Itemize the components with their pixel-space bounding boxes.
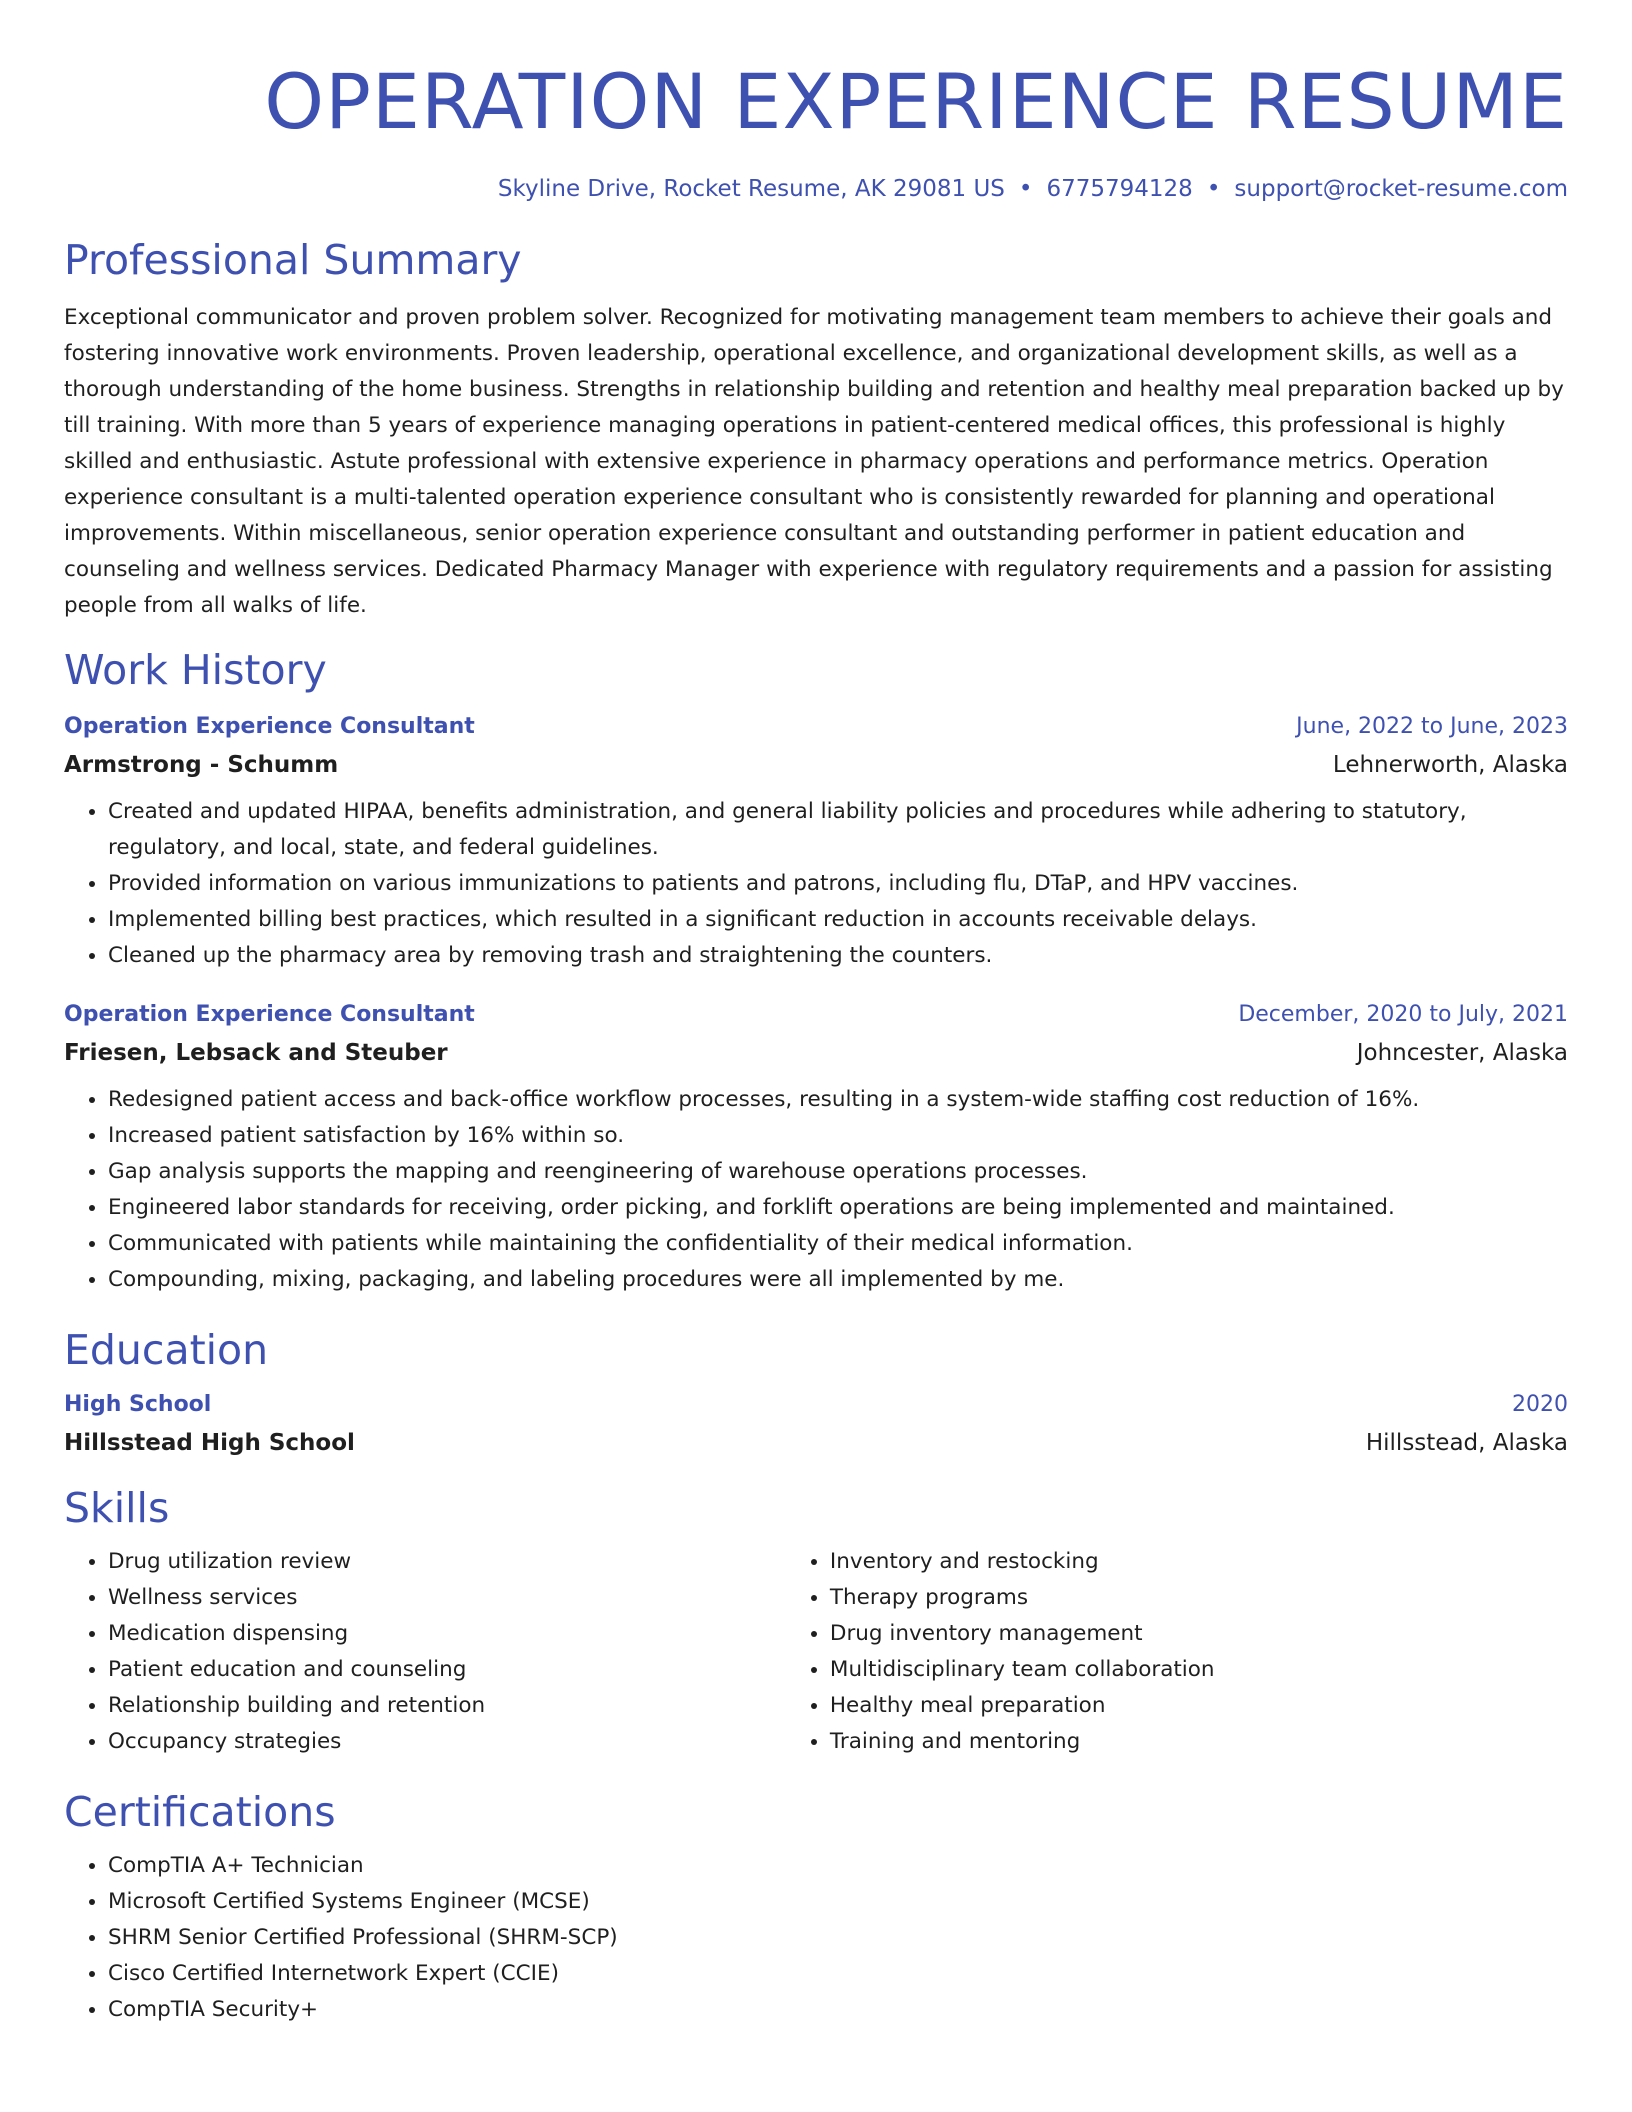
job-entry	[64, 996, 1568, 1298]
list-item: • Gap analysis supports the mapping and reengineering of warehouse operations processes.	[108, 1154, 1568, 1190]
list-item: • Redesigned patient access and back-office workflow processes, resulting in a system-wide staffing cost reduction of 16%.	[108, 1082, 1568, 1118]
list-item: • Provided information on various immunizations to patients and patrons, including flu, DTaP, and HPV vaccines.	[108, 866, 1568, 902]
skills-grid	[64, 1544, 1568, 1760]
skill-item: • Healthy meal preparation	[830, 1688, 1568, 1724]
skills-list-left	[64, 1544, 786, 1760]
section-title-summary: Professional Summary	[64, 236, 522, 284]
contact-line	[64, 174, 1568, 204]
section-title-work-history: Work History	[64, 646, 327, 694]
education-year: 2020	[1512, 1392, 1568, 1417]
resume-title: OPERATION EXPERIENCE RESUME	[264, 57, 1568, 146]
list-item: • Compounding, mixing, packaging, and labeling procedures were all implemented by me.	[108, 1262, 1568, 1298]
list-item: • Created and updated HIPAA, benefits administration, and general liability policies and procedures while adhering to statutory, regulatory, and local, state, and federal guidelines.	[108, 794, 1568, 866]
skill-item: • Multidisciplinary team collaboration	[830, 1652, 1568, 1688]
education-location: Hillsstead, Alaska	[1365, 1430, 1568, 1456]
list-item: • Communicated with patients while maintaining the confidentiality of their medical information.	[108, 1226, 1568, 1262]
skill-item: • Relationship building and retention	[108, 1688, 786, 1724]
skill-item: • Training and mentoring	[830, 1724, 1568, 1760]
education-degree: High School	[64, 1392, 212, 1417]
certification-item: • SHRM Senior Certified Professional (SHRM-SCP)	[108, 1920, 1568, 1956]
skill-item: • Inventory and restocking	[830, 1544, 1568, 1580]
job-bullets	[64, 1082, 1568, 1298]
job-dates: June, 2022 to June, 2023	[1296, 714, 1568, 739]
list-item: • Cleaned up the pharmacy area by removing trash and straightening the counters.	[108, 938, 1568, 974]
contact-separator: •	[1018, 176, 1033, 202]
section-title-certifications: Certifications	[64, 1788, 336, 1836]
list-item: • Engineered labor standards for receiving, order picking, and forklift operations are being implemented and maintained.	[108, 1190, 1568, 1226]
skill-item: • Drug utilization review	[108, 1544, 786, 1580]
section-title-skills: Skills	[64, 1484, 170, 1532]
job-role: Operation Experience Consultant	[64, 1002, 475, 1027]
certification-item: • CompTIA A+ Technician	[108, 1848, 1568, 1884]
contact-email: support@rocket-resume.com	[1234, 176, 1568, 202]
skill-item: • Drug inventory management	[830, 1616, 1568, 1652]
certification-item: • Microsoft Certified Systems Engineer (MCSE)	[108, 1884, 1568, 1920]
contact-phone: 6775794128	[1046, 176, 1193, 202]
skill-item: • Wellness services	[108, 1580, 786, 1616]
contact-address: Skyline Drive, Rocket Resume, AK 29081 US	[497, 176, 1005, 202]
skills-list-right	[786, 1544, 1568, 1760]
summary-text: Exceptional communicator and proven problem solver. Recognized for motivating management team members to achieve their goals and fostering innovative work environments. Proven leadership, operational excellence, and organizational development skills, as well as a thorough understanding of the home business. Strengths in relationship building and retention and healthy meal preparation backed up by till training. With more than 5 years of experience managing operations in patient-centered medical offices, this professional is highly skilled and enthusiastic. Astute professional with extensive experience in pharmacy operations and performance metrics. Operation experience consultant is a multi-talented operation experience consultant who is consistently rewarded for planning and operational improvements. Within miscellaneous, senior operation experience consultant and outstanding performer in patient education and counseling and wellness services. Dedicated Pharmacy Manager with experience with regulatory requirements and a passion for assisting people from all walks of life.	[64, 305, 1564, 618]
skill-item: • Therapy programs	[830, 1580, 1568, 1616]
job-role: Operation Experience Consultant	[64, 714, 475, 739]
certification-item: • Cisco Certified Internetwork Expert (CCIE)	[108, 1956, 1568, 1992]
list-item: • Increased patient satisfaction by 16% within so.	[108, 1118, 1568, 1154]
job-location: Johncester, Alaska	[1356, 1040, 1568, 1066]
skill-item: • Occupancy strategies	[108, 1724, 786, 1760]
section-title-education: Education	[64, 1326, 269, 1374]
job-bullets	[64, 794, 1568, 974]
skill-item: • Medication dispensing	[108, 1616, 786, 1652]
job-dates: December, 2020 to July, 2021	[1238, 1002, 1568, 1027]
certification-item: • CompTIA Security+	[108, 1992, 1568, 2028]
certifications-list	[64, 1848, 1568, 2028]
job-company: Armstrong - Schumm	[64, 752, 339, 778]
job-company: Friesen, Lebsack and Steuber	[64, 1040, 448, 1066]
list-item: • Implemented billing best practices, which resulted in a significant reduction in accounts receivable delays.	[108, 902, 1568, 938]
job-entry	[64, 708, 1568, 974]
job-location: Lehnerworth, Alaska	[1332, 752, 1568, 778]
skill-item: • Patient education and counseling	[108, 1652, 786, 1688]
contact-separator: •	[1206, 176, 1221, 202]
education-school: Hillsstead High School	[64, 1430, 355, 1456]
resume-page	[64, 0, 1568, 2028]
education-entry	[64, 1386, 1568, 1462]
